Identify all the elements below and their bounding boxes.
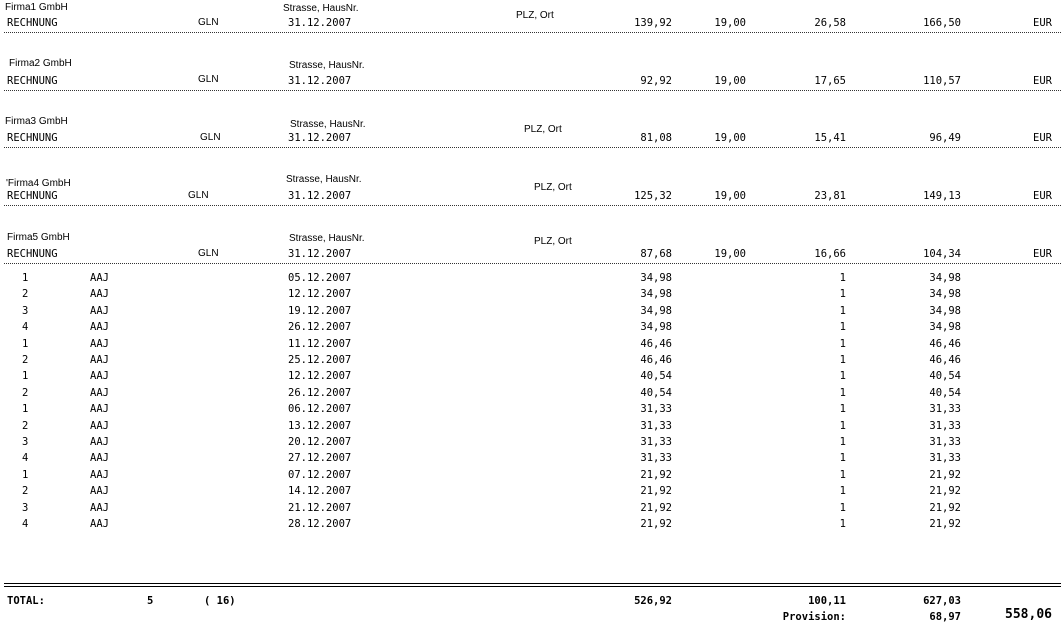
line-code: AAJ xyxy=(90,452,109,464)
gln-label: GLN xyxy=(188,190,209,201)
line-code: AAJ xyxy=(90,403,109,415)
invoice-date: 31.12.2007 xyxy=(288,17,352,29)
line-position: 3 xyxy=(22,436,29,448)
total-invoice-count: 5 xyxy=(147,595,154,607)
line-position: 1 xyxy=(22,272,29,284)
line-quantity: 1 xyxy=(839,338,846,350)
row-separator xyxy=(4,147,1061,148)
line-date: 13.12.2007 xyxy=(288,420,352,432)
document-type: RECHNUNG xyxy=(7,248,58,260)
tax-rate: 19,00 xyxy=(714,190,746,202)
gln-label: GLN xyxy=(198,74,219,85)
total-tax: 100,11 xyxy=(808,595,846,607)
line-amount: 31,33 xyxy=(929,436,961,448)
line-code: AAJ xyxy=(90,338,109,350)
line-amount: 34,98 xyxy=(929,288,961,300)
city-postcode: PLZ, Ort xyxy=(524,124,562,135)
line-amount: 31,33 xyxy=(929,403,961,415)
line-code: AAJ xyxy=(90,305,109,317)
line-position: 2 xyxy=(22,485,29,497)
net-amount: 125,32 xyxy=(634,190,672,202)
company-name: Firma3 GmbH xyxy=(5,116,68,127)
total-net: 526,92 xyxy=(634,595,672,607)
line-price: 34,98 xyxy=(640,321,672,333)
line-amount: 34,98 xyxy=(929,272,961,284)
total-line-count: ( 16) xyxy=(204,595,236,607)
line-date: 05.12.2007 xyxy=(288,272,352,284)
currency: EUR xyxy=(1033,132,1052,144)
line-position: 3 xyxy=(22,305,29,317)
gross-amount: 166,50 xyxy=(923,17,961,29)
currency: EUR xyxy=(1033,190,1052,202)
street-address: Strasse, HausNr. xyxy=(290,119,366,130)
line-position: 4 xyxy=(22,518,29,530)
provision-amount: 68,97 xyxy=(929,611,961,623)
street-address: Strasse, HausNr. xyxy=(289,233,365,244)
line-date: 26.12.2007 xyxy=(288,387,352,399)
tax-amount: 23,81 xyxy=(814,190,846,202)
line-price: 46,46 xyxy=(640,354,672,366)
line-quantity: 1 xyxy=(839,502,846,514)
line-position: 4 xyxy=(22,321,29,333)
line-code: AAJ xyxy=(90,436,109,448)
line-code: AAJ xyxy=(90,485,109,497)
gln-label: GLN xyxy=(198,17,219,28)
line-quantity: 1 xyxy=(839,452,846,464)
line-code: AAJ xyxy=(90,370,109,382)
line-position: 1 xyxy=(22,338,29,350)
line-date: 27.12.2007 xyxy=(288,452,352,464)
line-code: AAJ xyxy=(90,321,109,333)
line-price: 21,92 xyxy=(640,518,672,530)
line-amount: 34,98 xyxy=(929,321,961,333)
line-date: 11.12.2007 xyxy=(288,338,352,350)
gross-amount: 110,57 xyxy=(923,75,961,87)
line-position: 2 xyxy=(22,420,29,432)
line-quantity: 1 xyxy=(839,469,846,481)
line-code: AAJ xyxy=(90,420,109,432)
line-price: 46,46 xyxy=(640,338,672,350)
line-code: AAJ xyxy=(90,469,109,481)
line-date: 07.12.2007 xyxy=(288,469,352,481)
currency: EUR xyxy=(1033,17,1052,29)
invoice-date: 31.12.2007 xyxy=(288,248,352,260)
line-position: 1 xyxy=(22,469,29,481)
invoice-date: 31.12.2007 xyxy=(288,75,352,87)
line-code: AAJ xyxy=(90,288,109,300)
line-date: 14.12.2007 xyxy=(288,485,352,497)
city-postcode: PLZ, Ort xyxy=(534,236,572,247)
currency: EUR xyxy=(1033,75,1052,87)
line-amount: 31,33 xyxy=(929,420,961,432)
city-postcode: PLZ, Ort xyxy=(516,10,554,21)
net-amount: 87,68 xyxy=(640,248,672,260)
line-amount: 21,92 xyxy=(929,518,961,530)
line-price: 21,92 xyxy=(640,485,672,497)
line-quantity: 1 xyxy=(839,370,846,382)
line-date: 19.12.2007 xyxy=(288,305,352,317)
line-quantity: 1 xyxy=(839,321,846,333)
line-position: 2 xyxy=(22,354,29,366)
net-amount: 139,92 xyxy=(634,17,672,29)
line-quantity: 1 xyxy=(839,305,846,317)
line-quantity: 1 xyxy=(839,436,846,448)
line-position: 2 xyxy=(22,288,29,300)
line-price: 34,98 xyxy=(640,305,672,317)
row-separator xyxy=(4,90,1061,91)
line-date: 21.12.2007 xyxy=(288,502,352,514)
line-position: 3 xyxy=(22,502,29,514)
line-quantity: 1 xyxy=(839,485,846,497)
total-label: TOTAL: xyxy=(7,595,45,607)
line-quantity: 1 xyxy=(839,403,846,415)
tax-amount: 15,41 xyxy=(814,132,846,144)
line-amount: 40,54 xyxy=(929,370,961,382)
invoice-date: 31.12.2007 xyxy=(288,132,352,144)
line-price: 21,92 xyxy=(640,502,672,514)
line-quantity: 1 xyxy=(839,272,846,284)
tax-amount: 26,58 xyxy=(814,17,846,29)
street-address: Strasse, HausNr. xyxy=(286,174,362,185)
line-price: 31,33 xyxy=(640,420,672,432)
gross-amount: 104,34 xyxy=(923,248,961,260)
line-amount: 21,92 xyxy=(929,485,961,497)
tax-amount: 16,66 xyxy=(814,248,846,260)
document-type: RECHNUNG xyxy=(7,132,58,144)
tax-rate: 19,00 xyxy=(714,132,746,144)
payout-amount: 558,06 xyxy=(1005,607,1052,622)
line-date: 20.12.2007 xyxy=(288,436,352,448)
line-quantity: 1 xyxy=(839,420,846,432)
net-amount: 92,92 xyxy=(640,75,672,87)
row-separator xyxy=(4,32,1061,33)
document-type: RECHNUNG xyxy=(7,190,58,202)
line-amount: 34,98 xyxy=(929,305,961,317)
line-code: AAJ xyxy=(90,387,109,399)
tax-rate: 19,00 xyxy=(714,248,746,260)
line-code: AAJ xyxy=(90,354,109,366)
line-price: 31,33 xyxy=(640,452,672,464)
line-amount: 40,54 xyxy=(929,387,961,399)
line-price: 34,98 xyxy=(640,288,672,300)
gln-label: GLN xyxy=(198,248,219,259)
line-position: 2 xyxy=(22,387,29,399)
line-position: 4 xyxy=(22,452,29,464)
line-quantity: 1 xyxy=(839,387,846,399)
line-date: 26.12.2007 xyxy=(288,321,352,333)
street-address: Strasse, HausNr. xyxy=(283,3,359,14)
line-price: 40,54 xyxy=(640,387,672,399)
line-position: 1 xyxy=(22,403,29,415)
line-price: 31,33 xyxy=(640,403,672,415)
line-date: 12.12.2007 xyxy=(288,288,352,300)
city-postcode: PLZ, Ort xyxy=(534,182,572,193)
line-amount: 31,33 xyxy=(929,452,961,464)
company-name: Firma2 GmbH xyxy=(9,58,72,69)
line-price: 21,92 xyxy=(640,469,672,481)
company-name: Firma1 GmbH xyxy=(5,2,68,13)
line-quantity: 1 xyxy=(839,288,846,300)
line-price: 40,54 xyxy=(640,370,672,382)
gross-amount: 149,13 xyxy=(923,190,961,202)
tax-rate: 19,00 xyxy=(714,75,746,87)
line-date: 25.12.2007 xyxy=(288,354,352,366)
row-separator xyxy=(4,263,1061,264)
total-gross: 627,03 xyxy=(923,595,961,607)
company-name: 'Firma4 GmbH xyxy=(6,178,71,189)
line-date: 12.12.2007 xyxy=(288,370,352,382)
line-quantity: 1 xyxy=(839,518,846,530)
line-quantity: 1 xyxy=(839,354,846,366)
line-amount: 46,46 xyxy=(929,354,961,366)
totals-separator xyxy=(4,583,1061,587)
provision-label: Provision: xyxy=(782,611,846,623)
line-date: 28.12.2007 xyxy=(288,518,352,530)
document-type: RECHNUNG xyxy=(7,17,58,29)
line-amount: 21,92 xyxy=(929,469,961,481)
line-code: AAJ xyxy=(90,272,109,284)
company-name: Firma5 GmbH xyxy=(7,232,70,243)
gln-label: GLN xyxy=(200,132,221,143)
line-code: AAJ xyxy=(90,518,109,530)
row-separator xyxy=(4,205,1061,206)
line-amount: 21,92 xyxy=(929,502,961,514)
currency: EUR xyxy=(1033,248,1052,260)
line-amount: 46,46 xyxy=(929,338,961,350)
line-position: 1 xyxy=(22,370,29,382)
tax-amount: 17,65 xyxy=(814,75,846,87)
street-address: Strasse, HausNr. xyxy=(289,60,365,71)
line-date: 06.12.2007 xyxy=(288,403,352,415)
tax-rate: 19,00 xyxy=(714,17,746,29)
invoice-date: 31.12.2007 xyxy=(288,190,352,202)
line-code: AAJ xyxy=(90,502,109,514)
line-price: 31,33 xyxy=(640,436,672,448)
line-price: 34,98 xyxy=(640,272,672,284)
net-amount: 81,08 xyxy=(640,132,672,144)
gross-amount: 96,49 xyxy=(929,132,961,144)
document-type: RECHNUNG xyxy=(7,75,58,87)
